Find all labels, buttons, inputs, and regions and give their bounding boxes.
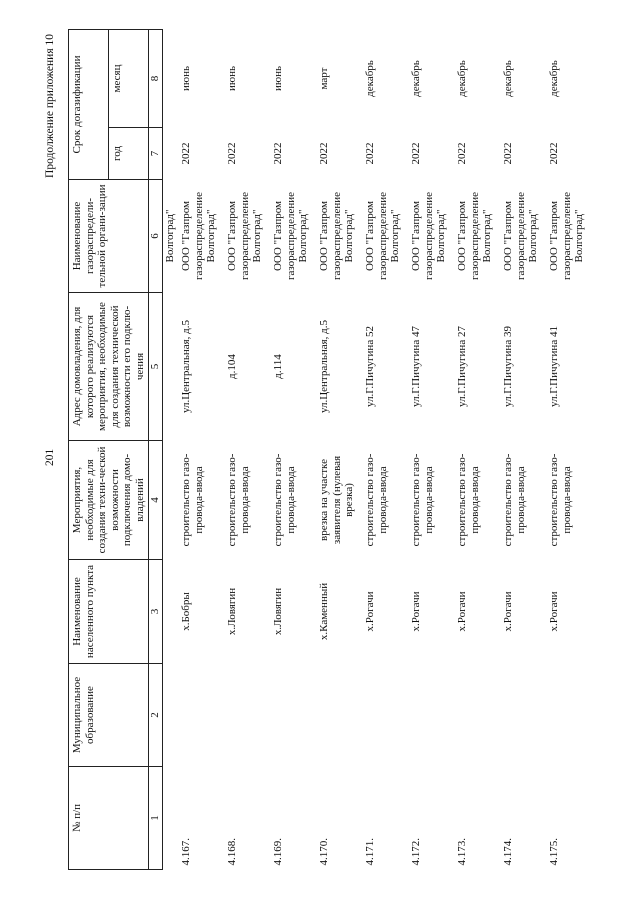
overflow-text: Волгоград" <box>163 209 176 263</box>
row-municipality <box>223 664 269 767</box>
row-organization: ООО "Газпром газораспределение Волгоград" <box>180 191 217 281</box>
row-organization: ООО "Газпром газораспределение Волгоград" <box>456 191 493 281</box>
row-address: д.104 <box>226 354 238 379</box>
row-measure: строительство газо-провода-ввода <box>502 453 527 547</box>
col-number: 7 <box>149 128 163 180</box>
header-address: Адрес домовладения, для которого реализуются мероприятия, необходимые для создания технической возможности его подклю-чения <box>69 293 149 441</box>
row-number: 4.172. <box>410 838 422 866</box>
table-row <box>453 29 499 869</box>
row-municipality <box>177 664 223 767</box>
row-settlement: х.Рогачи <box>502 591 514 632</box>
row-month: июнь <box>180 65 192 91</box>
col-number: 6 <box>149 180 163 293</box>
row-address: ул.Центральная, д.5 <box>180 319 192 414</box>
row-address: ул.Г.Пичугина 52 <box>364 326 376 407</box>
row-year: 2022 <box>180 142 192 165</box>
row-year: 2022 <box>226 142 238 165</box>
row-organization: ООО "Газпром газораспределение Волгоград" <box>272 191 309 281</box>
col-number: 2 <box>149 664 163 767</box>
row-address: д.114 <box>272 354 284 379</box>
row-month: июнь <box>226 65 238 91</box>
header-measures: Мероприятия, необходимые для создания техни-ческой возможности подключения домо-владений <box>69 441 149 560</box>
table-row <box>223 29 269 869</box>
row-settlement: х.Рогачи <box>548 591 560 632</box>
row-number: 4.169. <box>272 838 284 866</box>
table-row <box>361 29 407 869</box>
row-measure: строительство газо-провода-ввода <box>456 453 481 547</box>
header-year: год <box>109 128 149 180</box>
header-municipality: Муниципальное образование <box>69 664 149 767</box>
row-organization: ООО "Газпром газораспределение Волгоград" <box>410 191 447 281</box>
col-number: 3 <box>149 560 163 664</box>
row-month: декабрь <box>502 60 514 97</box>
row-measure: строительство газо-провода-ввода <box>226 453 251 547</box>
col-number: 4 <box>149 441 163 560</box>
row-address: ул.Г.Пичугина 41 <box>548 326 560 407</box>
row-organization: ООО "Газпром газораспределение Волгоград" <box>226 191 263 281</box>
row-year: 2022 <box>502 142 514 165</box>
continuation-note: Продолжение приложения 10 <box>44 34 56 178</box>
row-municipality <box>407 664 453 767</box>
row-address: ул.Г.Пичугина 27 <box>456 326 468 407</box>
row-address: ул.Центральная, д.5 <box>318 319 330 414</box>
row-measure: строительство газо-провода-ввода <box>272 453 297 547</box>
row-number: 4.171. <box>364 838 376 866</box>
row-month: декабрь <box>456 60 468 97</box>
row-month: декабрь <box>410 60 422 97</box>
row-month: декабрь <box>548 60 560 97</box>
header-settlement: Наименование населенного пункта <box>69 560 149 664</box>
page-number: 201 <box>44 448 56 466</box>
row-number: 4.175. <box>548 838 560 866</box>
row-municipality <box>545 664 591 767</box>
gasification-table <box>68 29 591 870</box>
row-measure: строительство газо-провода-ввода <box>364 453 389 547</box>
row-year: 2022 <box>456 142 468 165</box>
row-municipality <box>269 664 315 767</box>
row-year: 2022 <box>272 142 284 165</box>
row-measure: строительство газо-провода-ввода <box>410 453 435 547</box>
row-year: 2022 <box>548 142 560 165</box>
header-organization: Наименование газораспредели-тельной органи-зации <box>69 180 149 293</box>
row-settlement: х.Рогачи <box>410 591 422 632</box>
table-row <box>269 29 315 869</box>
row-municipality <box>499 664 545 767</box>
row-settlement: х.Ловягин <box>272 587 284 636</box>
row-year: 2022 <box>318 142 330 165</box>
row-settlement: х.Ловягин <box>226 587 238 636</box>
row-year: 2022 <box>410 142 422 165</box>
row-month: декабрь <box>364 60 376 97</box>
row-number: 4.168. <box>226 838 238 866</box>
row-measure: врезка на участке заявителя (нулевая врезка) <box>318 455 355 545</box>
row-municipality <box>453 664 499 767</box>
row-month: июнь <box>272 65 284 91</box>
row-address: ул.Г.Пичугина 47 <box>410 326 422 407</box>
row-settlement: х.Бобры <box>180 592 192 631</box>
col-number: 1 <box>149 767 163 870</box>
table-row <box>177 29 223 869</box>
row-year: 2022 <box>364 142 376 165</box>
row-organization: ООО "Газпром газораспределение Волгоград" <box>502 191 539 281</box>
row-organization: ООО "Газпром газораспределение Волгоград" <box>318 191 355 281</box>
row-organization: ООО "Газпром газораспределение Волгоград" <box>548 191 585 281</box>
col-number: 8 <box>149 29 163 127</box>
table-row <box>407 29 453 869</box>
row-settlement: х.Рогачи <box>456 591 468 632</box>
row-address: ул.Г.Пичугина 39 <box>502 326 514 407</box>
rotated-page <box>40 30 622 870</box>
header-term: Срок догазификации <box>69 29 109 179</box>
table-row <box>545 29 591 869</box>
row-number: 4.167. <box>180 838 192 866</box>
table-row <box>315 29 361 869</box>
row-number: 4.173. <box>456 838 468 866</box>
row-month: март <box>318 67 330 90</box>
table-row <box>499 29 545 869</box>
row-municipality <box>315 664 361 767</box>
row-measure: строительство газо-провода-ввода <box>180 453 205 547</box>
row-number: 4.174. <box>502 838 514 866</box>
row-municipality <box>361 664 407 767</box>
row-organization: ООО "Газпром газораспределение Волгоград" <box>364 191 401 281</box>
header-num: № п/п <box>69 767 149 870</box>
row-number: 4.170. <box>318 838 330 866</box>
row-settlement: х.Рогачи <box>364 591 376 632</box>
row-measure: строительство газо-провода-ввода <box>548 453 573 547</box>
row-settlement: х.Каменный <box>318 582 330 641</box>
header-month: месяц <box>109 29 149 127</box>
col-number: 5 <box>149 293 163 441</box>
